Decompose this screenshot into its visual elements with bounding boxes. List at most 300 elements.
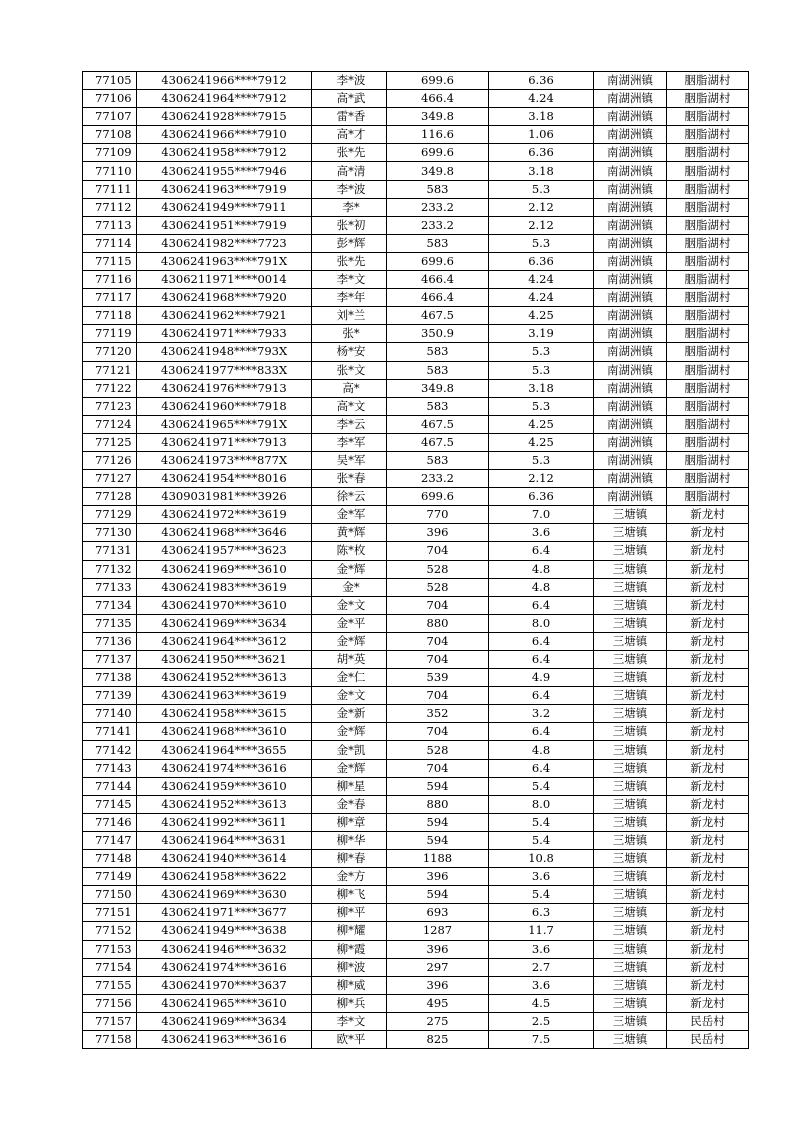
cell-village: 新龙村 <box>667 994 749 1012</box>
cell-area: 704 <box>387 632 489 650</box>
cell-town: 三塘镇 <box>594 506 667 524</box>
cell-area: 825 <box>387 1030 489 1048</box>
cell-village: 新龙村 <box>667 560 749 578</box>
cell-id: 77106 <box>83 90 137 108</box>
cell-id: 77158 <box>83 1030 137 1048</box>
cell-town: 三塘镇 <box>594 831 667 849</box>
cell-area: 528 <box>387 741 489 759</box>
cell-name: 金*辉 <box>312 632 387 650</box>
table-row <box>83 777 749 795</box>
table-row <box>83 72 749 90</box>
cell-id: 77110 <box>83 162 137 180</box>
cell-area: 583 <box>387 397 489 415</box>
cell-area: 275 <box>387 1012 489 1030</box>
cell-village: 胭脂湖村 <box>667 162 749 180</box>
cell-area: 699.6 <box>387 252 489 270</box>
cell-name: 吴*军 <box>312 451 387 469</box>
cell-name: 金*方 <box>312 868 387 886</box>
cell-id: 77141 <box>83 723 137 741</box>
table-row <box>83 1030 749 1048</box>
cell-id: 77117 <box>83 289 137 307</box>
cell-village: 胭脂湖村 <box>667 180 749 198</box>
cell-amount: 6.4 <box>489 596 594 614</box>
cell-id: 77157 <box>83 1012 137 1030</box>
cell-town: 南湖洲镇 <box>594 108 667 126</box>
cell-id: 77116 <box>83 271 137 289</box>
table-row <box>83 198 749 216</box>
cell-name: 柳*平 <box>312 904 387 922</box>
cell-amount: 2.12 <box>489 470 594 488</box>
cell-town: 三塘镇 <box>594 868 667 886</box>
table-row <box>83 271 749 289</box>
cell-town: 三塘镇 <box>594 524 667 542</box>
cell-name: 金*辉 <box>312 759 387 777</box>
cell-name: 李* <box>312 198 387 216</box>
cell-amount: 6.4 <box>489 651 594 669</box>
cell-village: 胭脂湖村 <box>667 451 749 469</box>
cell-village: 新龙村 <box>667 958 749 976</box>
cell-village: 新龙村 <box>667 904 749 922</box>
cell-idcard: 4306241982****7723 <box>137 234 312 252</box>
cell-village: 民岳村 <box>667 1012 749 1030</box>
cell-town: 南湖洲镇 <box>594 433 667 451</box>
cell-town: 南湖洲镇 <box>594 271 667 289</box>
cell-area: 233.2 <box>387 470 489 488</box>
cell-name: 柳*星 <box>312 777 387 795</box>
cell-village: 新龙村 <box>667 723 749 741</box>
table-row <box>83 379 749 397</box>
cell-village: 胭脂湖村 <box>667 108 749 126</box>
table-row <box>83 162 749 180</box>
cell-amount: 4.8 <box>489 578 594 596</box>
cell-name: 柳*飞 <box>312 886 387 904</box>
cell-id: 77124 <box>83 415 137 433</box>
cell-village: 新龙村 <box>667 976 749 994</box>
cell-amount: 3.6 <box>489 940 594 958</box>
cell-name: 高*才 <box>312 126 387 144</box>
cell-area: 594 <box>387 813 489 831</box>
cell-idcard: 4306241948****793X <box>137 343 312 361</box>
cell-name: 金*新 <box>312 705 387 723</box>
cell-id: 77130 <box>83 524 137 542</box>
cell-village: 胭脂湖村 <box>667 271 749 289</box>
cell-town: 南湖洲镇 <box>594 451 667 469</box>
cell-town: 三塘镇 <box>594 759 667 777</box>
cell-idcard: 4306241952****3613 <box>137 669 312 687</box>
cell-amount: 4.25 <box>489 415 594 433</box>
cell-town: 三塘镇 <box>594 922 667 940</box>
table-row <box>83 307 749 325</box>
cell-amount: 4.8 <box>489 560 594 578</box>
cell-town: 三塘镇 <box>594 632 667 650</box>
cell-name: 徐*云 <box>312 488 387 506</box>
cell-town: 三塘镇 <box>594 795 667 813</box>
cell-amount: 2.5 <box>489 1012 594 1030</box>
cell-area: 704 <box>387 651 489 669</box>
table-row <box>83 795 749 813</box>
cell-id: 77148 <box>83 850 137 868</box>
cell-idcard: 4306241958****3622 <box>137 868 312 886</box>
cell-town: 三塘镇 <box>594 886 667 904</box>
cell-id: 77133 <box>83 578 137 596</box>
cell-town: 南湖洲镇 <box>594 415 667 433</box>
cell-area: 583 <box>387 343 489 361</box>
cell-village: 胭脂湖村 <box>667 144 749 162</box>
cell-idcard: 4306241974****3616 <box>137 958 312 976</box>
cell-name: 金* <box>312 578 387 596</box>
cell-town: 三塘镇 <box>594 614 667 632</box>
cell-area: 467.5 <box>387 415 489 433</box>
cell-amount: 6.4 <box>489 759 594 777</box>
cell-town: 南湖洲镇 <box>594 216 667 234</box>
cell-village: 新龙村 <box>667 850 749 868</box>
cell-name: 金*凯 <box>312 741 387 759</box>
cell-village: 新龙村 <box>667 651 749 669</box>
cell-village: 新龙村 <box>667 940 749 958</box>
table-row <box>83 361 749 379</box>
table-row <box>83 506 749 524</box>
cell-name: 李*军 <box>312 433 387 451</box>
cell-idcard: 4306241992****3611 <box>137 813 312 831</box>
cell-village: 胭脂湖村 <box>667 488 749 506</box>
cell-amount: 2.12 <box>489 198 594 216</box>
cell-idcard: 4306241949****7911 <box>137 198 312 216</box>
cell-area: 396 <box>387 940 489 958</box>
cell-area: 699.6 <box>387 144 489 162</box>
cell-village: 胭脂湖村 <box>667 289 749 307</box>
cell-amount: 3.18 <box>489 379 594 397</box>
cell-name: 李*文 <box>312 271 387 289</box>
cell-id: 77114 <box>83 234 137 252</box>
cell-idcard: 4306241964****3612 <box>137 632 312 650</box>
cell-name: 黄*辉 <box>312 524 387 542</box>
cell-area: 352 <box>387 705 489 723</box>
cell-amount: 6.36 <box>489 72 594 90</box>
cell-town: 南湖洲镇 <box>594 307 667 325</box>
table-row <box>83 578 749 596</box>
cell-area: 233.2 <box>387 216 489 234</box>
cell-id: 77136 <box>83 632 137 650</box>
table-row <box>83 1012 749 1030</box>
cell-name: 胡*英 <box>312 651 387 669</box>
cell-area: 528 <box>387 560 489 578</box>
cell-idcard: 4306241960****7918 <box>137 397 312 415</box>
cell-village: 新龙村 <box>667 669 749 687</box>
cell-amount: 6.4 <box>489 687 594 705</box>
cell-town: 南湖洲镇 <box>594 234 667 252</box>
table-row <box>83 614 749 632</box>
cell-amount: 6.4 <box>489 632 594 650</box>
cell-name: 杨*安 <box>312 343 387 361</box>
subsidy-table <box>82 71 749 1049</box>
cell-name: 金*仁 <box>312 669 387 687</box>
cell-town: 三塘镇 <box>594 578 667 596</box>
cell-amount: 8.0 <box>489 614 594 632</box>
table-row <box>83 144 749 162</box>
cell-name: 金*文 <box>312 687 387 705</box>
cell-town: 三塘镇 <box>594 651 667 669</box>
cell-id: 77105 <box>83 72 137 90</box>
cell-id: 77135 <box>83 614 137 632</box>
cell-town: 南湖洲镇 <box>594 252 667 270</box>
cell-name: 彭*辉 <box>312 234 387 252</box>
cell-idcard: 4306241970****3610 <box>137 596 312 614</box>
cell-area: 467.5 <box>387 433 489 451</box>
table-row <box>83 741 749 759</box>
cell-id: 77150 <box>83 886 137 904</box>
cell-area: 466.4 <box>387 289 489 307</box>
cell-amount: 5.3 <box>489 397 594 415</box>
cell-village: 新龙村 <box>667 524 749 542</box>
cell-town: 三塘镇 <box>594 1030 667 1048</box>
cell-village: 新龙村 <box>667 831 749 849</box>
cell-id: 77126 <box>83 451 137 469</box>
cell-name: 柳*威 <box>312 976 387 994</box>
cell-amount: 7.5 <box>489 1030 594 1048</box>
cell-id: 77151 <box>83 904 137 922</box>
cell-name: 柳*耀 <box>312 922 387 940</box>
cell-name: 张* <box>312 325 387 343</box>
table-row <box>83 488 749 506</box>
cell-amount: 1.06 <box>489 126 594 144</box>
cell-area: 466.4 <box>387 271 489 289</box>
cell-amount: 5.4 <box>489 886 594 904</box>
table-row <box>83 216 749 234</box>
cell-amount: 2.7 <box>489 958 594 976</box>
table-row <box>83 994 749 1012</box>
cell-town: 南湖洲镇 <box>594 162 667 180</box>
cell-town: 三塘镇 <box>594 669 667 687</box>
cell-idcard: 4306241968****7920 <box>137 289 312 307</box>
cell-area: 297 <box>387 958 489 976</box>
cell-name: 高*清 <box>312 162 387 180</box>
cell-id: 77113 <box>83 216 137 234</box>
cell-idcard: 4306241946****3632 <box>137 940 312 958</box>
cell-village: 新龙村 <box>667 741 749 759</box>
cell-name: 李*波 <box>312 72 387 90</box>
cell-idcard: 4306241966****7910 <box>137 126 312 144</box>
table-row <box>83 524 749 542</box>
cell-area: 466.4 <box>387 90 489 108</box>
cell-name: 张*先 <box>312 252 387 270</box>
cell-id: 77129 <box>83 506 137 524</box>
cell-village: 新龙村 <box>667 886 749 904</box>
cell-town: 三塘镇 <box>594 940 667 958</box>
cell-area: 349.8 <box>387 379 489 397</box>
cell-area: 594 <box>387 777 489 795</box>
cell-amount: 2.12 <box>489 216 594 234</box>
cell-id: 77108 <box>83 126 137 144</box>
table-row <box>83 651 749 669</box>
cell-village: 胭脂湖村 <box>667 433 749 451</box>
cell-amount: 3.19 <box>489 325 594 343</box>
cell-id: 77140 <box>83 705 137 723</box>
cell-name: 柳*霞 <box>312 940 387 958</box>
cell-village: 新龙村 <box>667 596 749 614</box>
cell-idcard: 4306241959****3610 <box>137 777 312 795</box>
cell-area: 880 <box>387 795 489 813</box>
cell-id: 77118 <box>83 307 137 325</box>
cell-village: 新龙村 <box>667 922 749 940</box>
cell-town: 南湖洲镇 <box>594 90 667 108</box>
cell-idcard: 4306241963****3619 <box>137 687 312 705</box>
cell-id: 77144 <box>83 777 137 795</box>
cell-town: 南湖洲镇 <box>594 72 667 90</box>
cell-name: 张*初 <box>312 216 387 234</box>
table-row <box>83 705 749 723</box>
cell-town: 三塘镇 <box>594 687 667 705</box>
cell-amount: 6.4 <box>489 542 594 560</box>
table-row <box>83 669 749 687</box>
cell-amount: 4.8 <box>489 741 594 759</box>
cell-village: 新龙村 <box>667 578 749 596</box>
cell-id: 77109 <box>83 144 137 162</box>
cell-amount: 6.36 <box>489 488 594 506</box>
cell-amount: 10.8 <box>489 850 594 868</box>
table-row <box>83 831 749 849</box>
cell-town: 三塘镇 <box>594 813 667 831</box>
cell-idcard: 4306241977****833X <box>137 361 312 379</box>
table-row <box>83 234 749 252</box>
cell-name: 柳*章 <box>312 813 387 831</box>
cell-town: 三塘镇 <box>594 777 667 795</box>
cell-id: 77121 <box>83 361 137 379</box>
cell-area: 1287 <box>387 922 489 940</box>
cell-area: 233.2 <box>387 198 489 216</box>
cell-amount: 5.3 <box>489 361 594 379</box>
cell-name: 柳*波 <box>312 958 387 976</box>
table-row <box>83 126 749 144</box>
cell-amount: 8.0 <box>489 795 594 813</box>
cell-village: 新龙村 <box>667 795 749 813</box>
cell-amount: 4.24 <box>489 90 594 108</box>
table-row <box>83 108 749 126</box>
cell-area: 583 <box>387 361 489 379</box>
cell-id: 77156 <box>83 994 137 1012</box>
table-row <box>83 180 749 198</box>
cell-area: 699.6 <box>387 488 489 506</box>
cell-name: 雷*香 <box>312 108 387 126</box>
cell-id: 77111 <box>83 180 137 198</box>
cell-amount: 3.18 <box>489 108 594 126</box>
cell-name: 李*文 <box>312 1012 387 1030</box>
cell-idcard: 4306241950****3621 <box>137 651 312 669</box>
cell-town: 三塘镇 <box>594 741 667 759</box>
table-row <box>83 343 749 361</box>
cell-id: 77154 <box>83 958 137 976</box>
cell-idcard: 4306241970****3637 <box>137 976 312 994</box>
cell-town: 三塘镇 <box>594 958 667 976</box>
cell-village: 胭脂湖村 <box>667 343 749 361</box>
cell-amount: 5.3 <box>489 451 594 469</box>
table-body <box>83 72 749 1049</box>
cell-idcard: 4306241964****3631 <box>137 831 312 849</box>
cell-name: 张*文 <box>312 361 387 379</box>
cell-amount: 4.5 <box>489 994 594 1012</box>
cell-idcard: 4306241973****877X <box>137 451 312 469</box>
cell-town: 三塘镇 <box>594 904 667 922</box>
cell-name: 欧*平 <box>312 1030 387 1048</box>
cell-village: 胭脂湖村 <box>667 361 749 379</box>
cell-village: 新龙村 <box>667 777 749 795</box>
cell-amount: 11.7 <box>489 922 594 940</box>
cell-name: 金*文 <box>312 596 387 614</box>
cell-amount: 5.4 <box>489 813 594 831</box>
cell-area: 704 <box>387 759 489 777</box>
cell-name: 金*平 <box>312 614 387 632</box>
cell-amount: 6.36 <box>489 144 594 162</box>
cell-town: 南湖洲镇 <box>594 126 667 144</box>
cell-idcard: 4306241971****7913 <box>137 433 312 451</box>
cell-id: 77147 <box>83 831 137 849</box>
cell-idcard: 4306241969****3610 <box>137 560 312 578</box>
cell-idcard: 4306241957****3623 <box>137 542 312 560</box>
table-row <box>83 470 749 488</box>
cell-village: 胭脂湖村 <box>667 470 749 488</box>
cell-id: 77122 <box>83 379 137 397</box>
cell-town: 三塘镇 <box>594 705 667 723</box>
table-row <box>83 886 749 904</box>
cell-id: 77132 <box>83 560 137 578</box>
cell-name: 柳*华 <box>312 831 387 849</box>
cell-name: 柳*春 <box>312 850 387 868</box>
cell-village: 新龙村 <box>667 614 749 632</box>
cell-village: 新龙村 <box>667 506 749 524</box>
cell-area: 349.8 <box>387 162 489 180</box>
cell-area: 583 <box>387 180 489 198</box>
cell-town: 三塘镇 <box>594 560 667 578</box>
cell-name: 金*辉 <box>312 723 387 741</box>
table-row <box>83 451 749 469</box>
cell-village: 胭脂湖村 <box>667 126 749 144</box>
cell-amount: 3.2 <box>489 705 594 723</box>
cell-area: 495 <box>387 994 489 1012</box>
cell-town: 南湖洲镇 <box>594 397 667 415</box>
table-row <box>83 433 749 451</box>
table-row <box>83 397 749 415</box>
table-row <box>83 759 749 777</box>
cell-amount: 6.3 <box>489 904 594 922</box>
cell-idcard: 4306241976****7913 <box>137 379 312 397</box>
cell-area: 699.6 <box>387 72 489 90</box>
cell-idcard: 4306241949****3638 <box>137 922 312 940</box>
cell-area: 350.9 <box>387 325 489 343</box>
cell-id: 77138 <box>83 669 137 687</box>
cell-amount: 4.25 <box>489 433 594 451</box>
cell-area: 594 <box>387 831 489 849</box>
table-row <box>83 415 749 433</box>
cell-village: 胭脂湖村 <box>667 90 749 108</box>
table-row <box>83 868 749 886</box>
cell-town: 南湖洲镇 <box>594 144 667 162</box>
cell-name: 柳*兵 <box>312 994 387 1012</box>
cell-idcard: 4306241958****7912 <box>137 144 312 162</box>
cell-town: 三塘镇 <box>594 723 667 741</box>
cell-village: 胭脂湖村 <box>667 216 749 234</box>
cell-village: 胭脂湖村 <box>667 72 749 90</box>
cell-village: 胭脂湖村 <box>667 397 749 415</box>
cell-area: 704 <box>387 542 489 560</box>
cell-id: 77142 <box>83 741 137 759</box>
cell-town: 三塘镇 <box>594 994 667 1012</box>
table-row <box>83 723 749 741</box>
cell-village: 新龙村 <box>667 687 749 705</box>
cell-idcard: 4306241952****3613 <box>137 795 312 813</box>
table-row <box>83 687 749 705</box>
cell-id: 77120 <box>83 343 137 361</box>
cell-idcard: 4306241951****7919 <box>137 216 312 234</box>
cell-idcard: 4306241968****3646 <box>137 524 312 542</box>
